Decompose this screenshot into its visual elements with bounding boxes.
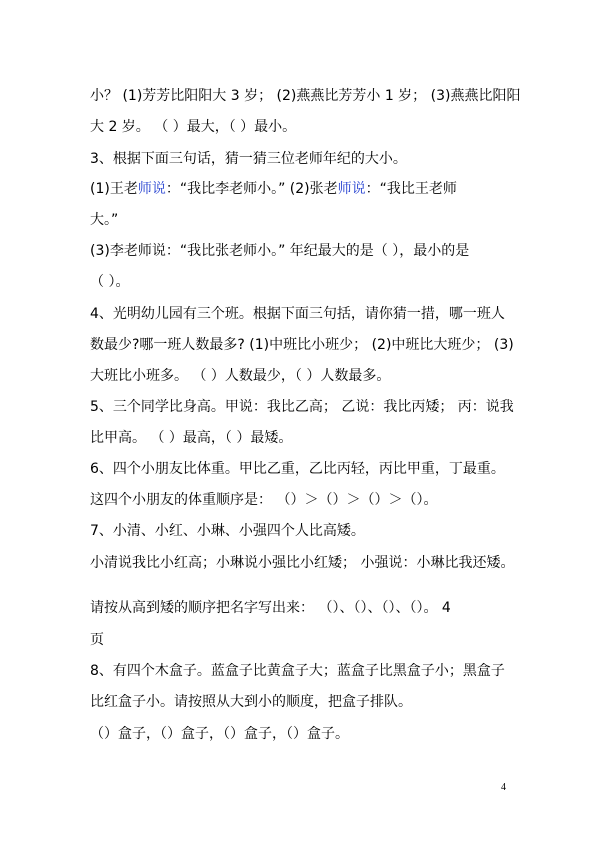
text-segment: (1)王老 bbox=[90, 181, 138, 197]
highlighted-word: 师说 bbox=[137, 181, 166, 197]
text-line-5: 大。” bbox=[90, 212, 119, 228]
text-line-2: 大 2 岁。 （ ）最大，（ ）最小。 bbox=[90, 119, 297, 135]
text-line-7: （ ）。 bbox=[90, 274, 130, 290]
text-line-1: 小？ (1)芳芳比阳阳大 3 岁； (2)燕燕比芳芳小 1 岁； (3)燕燕比阳阳 bbox=[90, 88, 521, 104]
question-7-heading: 7、小清、小红、小琳、小强四个人比高矮。 bbox=[90, 523, 365, 539]
text-line-9: 数最少?哪一班人数最多? (1)中班比小班少； (2)中班比大班少； (3) bbox=[90, 337, 514, 353]
question-4-heading: 4、光明幼儿园有三个班。根据下面三句括，请你猜一措，哪一班人 bbox=[90, 306, 505, 322]
page-number: 4 bbox=[501, 782, 506, 793]
text-line-10: 大班比小班多。 （ ）人数最少，（ ）人数最多。 bbox=[90, 368, 391, 384]
text-line-20: 比红盒子小。请按照从大到小的顺度，把盒子排队。 bbox=[90, 694, 412, 710]
text-segment: ：“我比李老师小。” (2)张老 bbox=[165, 181, 338, 197]
text-line-6: (3)李老师说：“我比张老师小。” 年纪最大的是（ ），最小的是 bbox=[90, 243, 470, 259]
text-line-16: 小清说我比小红高；小琳说小强比小红矮； 小强说：小琳比我还矮。 bbox=[90, 555, 515, 571]
question-3-heading: 3、根据下面三句话，猜一猜三位老师年纪的大小。 bbox=[90, 151, 407, 167]
text-line-18: 页 bbox=[90, 632, 104, 648]
question-8-heading: 8、有四个木盒子。蓝盒子比黄盒子大；蓝盒子比黑盒子小；黑盒子 bbox=[90, 663, 505, 679]
text-line-17: 请按从高到矮的顺序把名字写出来： （）、（）、（）、（）。 4 bbox=[90, 600, 451, 616]
text-segment: ：“我比王老师 bbox=[365, 181, 457, 197]
question-5-heading: 5、三个同学比身高。甲说：我比乙高； 乙说：我比丙矮； 丙：说我 bbox=[90, 399, 514, 415]
text-line-12: 比甲高。 （ ）最高，（ ）最矮。 bbox=[90, 430, 293, 446]
question-6-heading: 6、四个小朋友比体重。甲比乙重，乙比丙轻，丙比甲重，丁最重。 bbox=[90, 461, 505, 477]
text-line-14: 这四个小朋友的体重顺序是： （）＞（）＞（）＞（）。 bbox=[90, 492, 438, 508]
highlighted-word: 师说 bbox=[337, 181, 366, 197]
text-line-4 bbox=[90, 181, 457, 197]
text-line-21: （）盒子，（）盒子，（）盒子，（）盒子。 bbox=[90, 726, 349, 742]
